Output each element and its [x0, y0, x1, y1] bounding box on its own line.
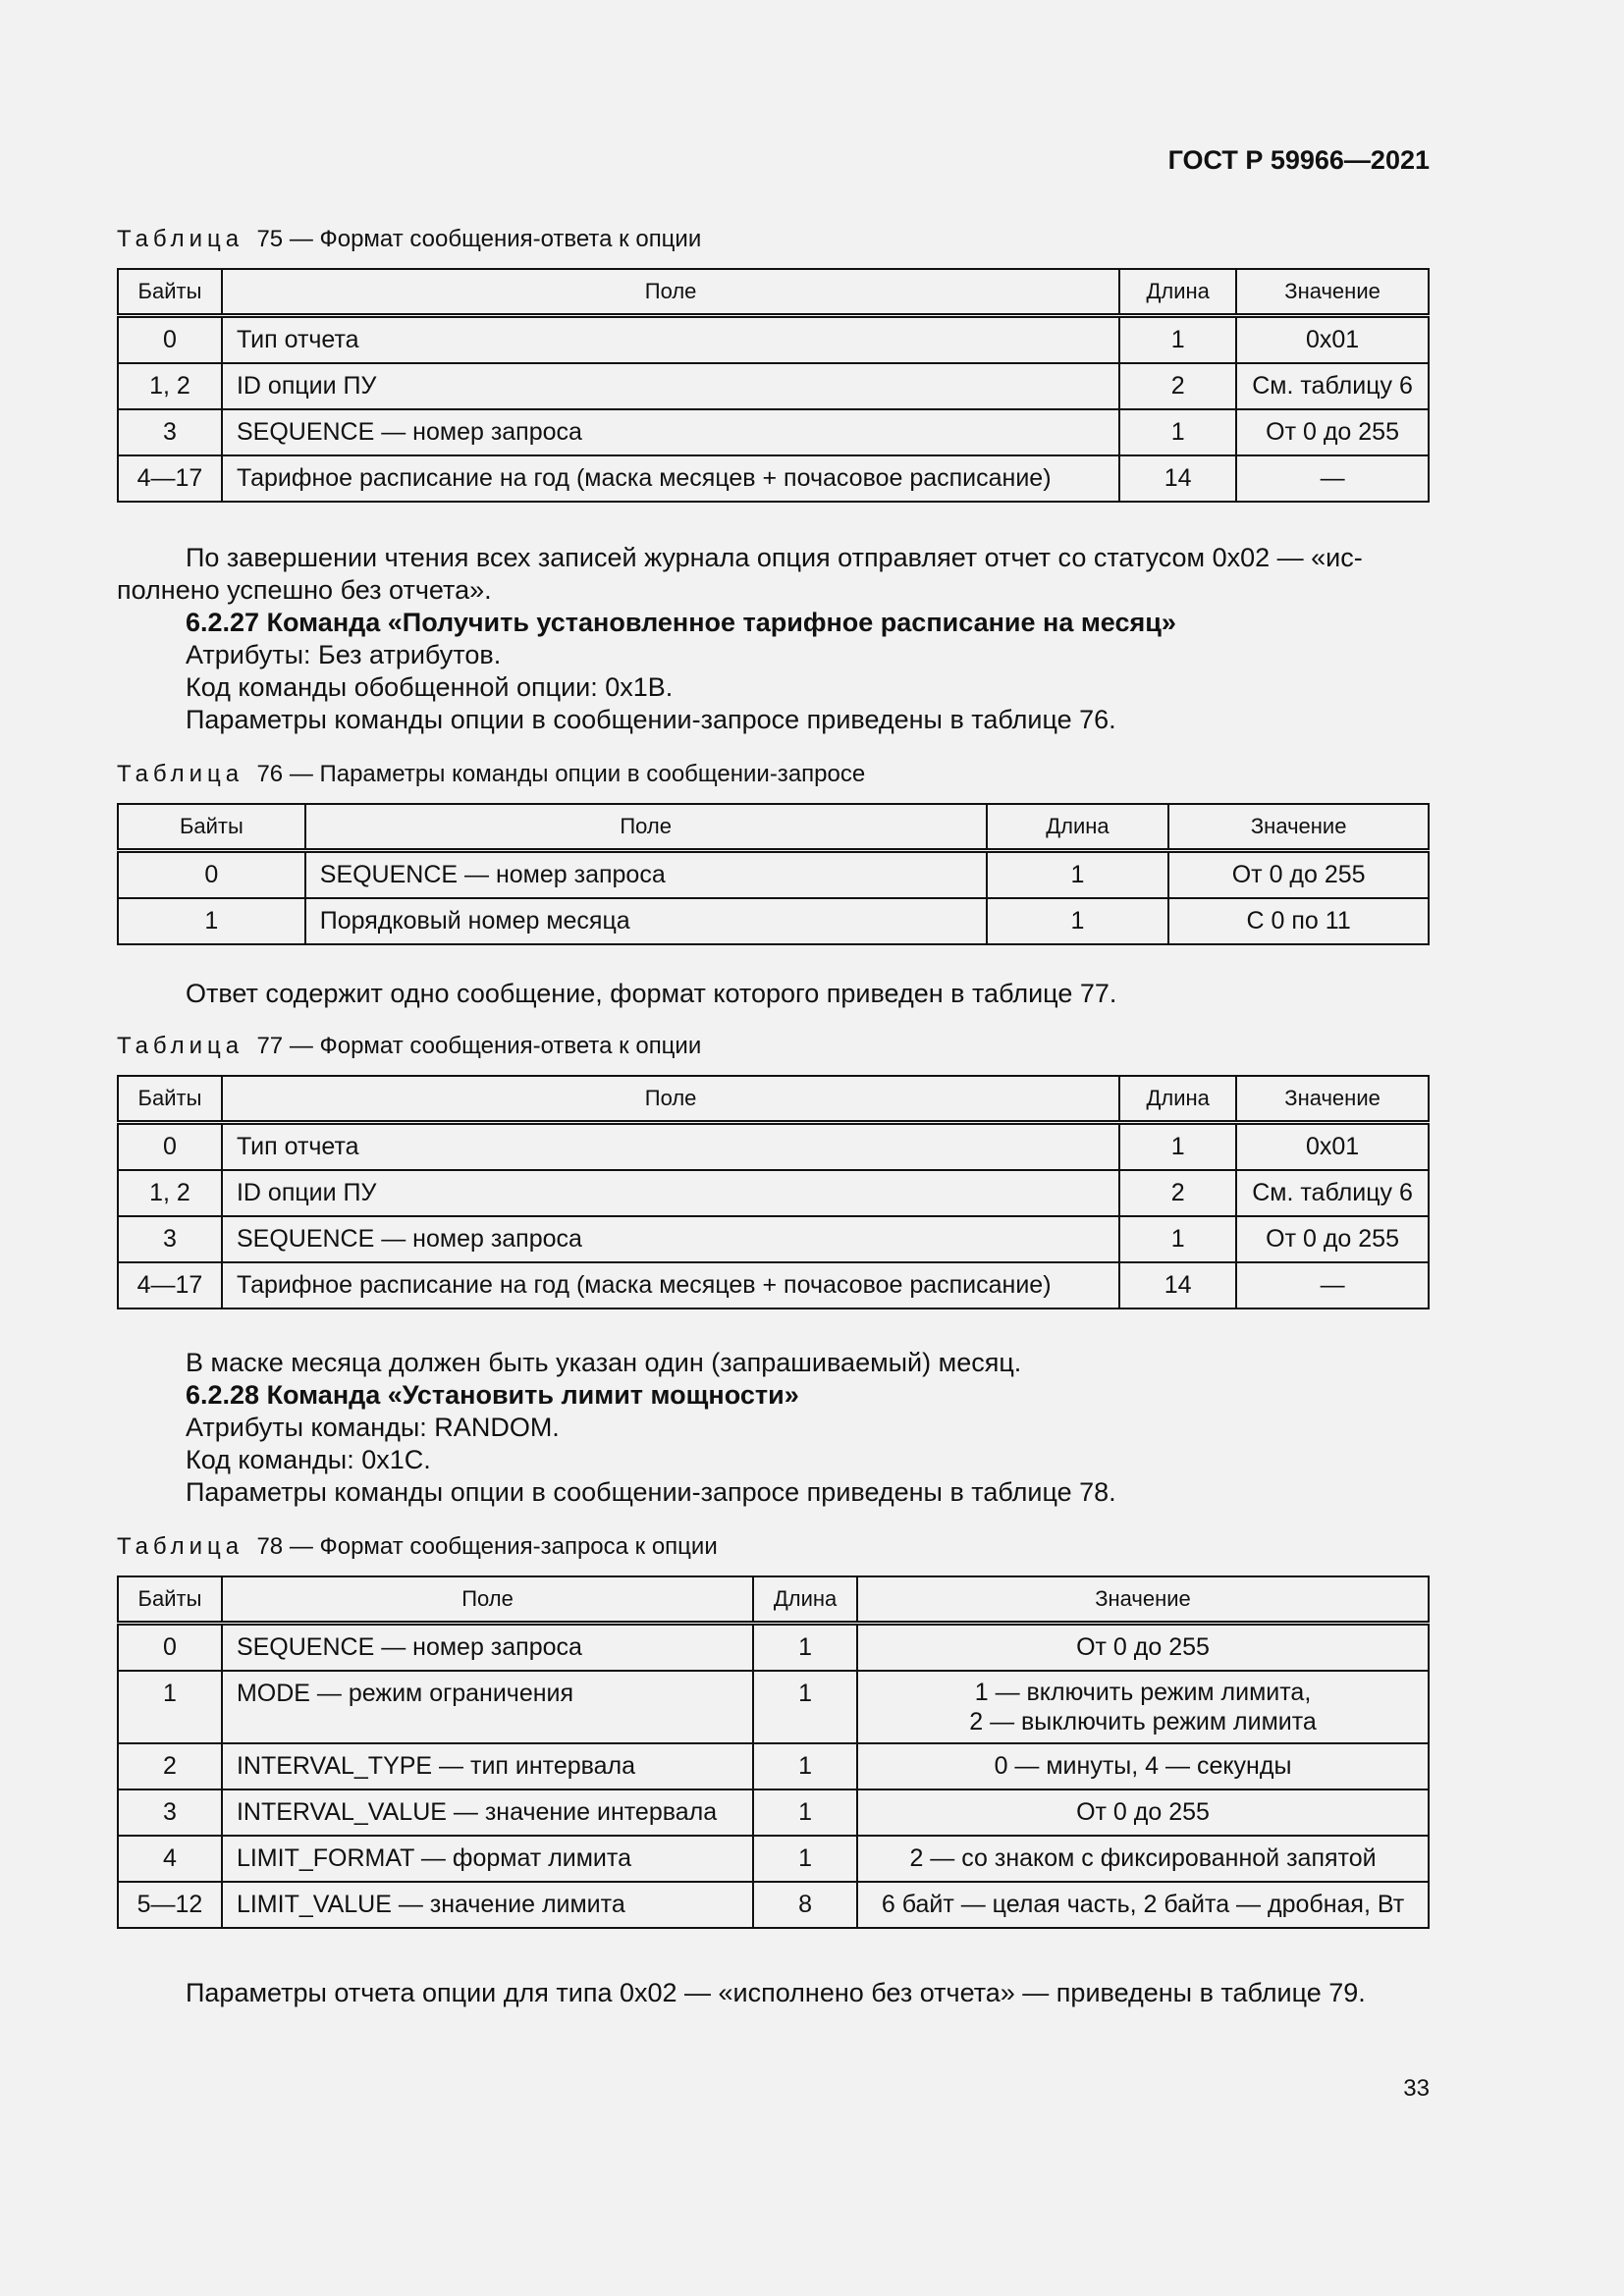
cell-length: 1 — [753, 1789, 857, 1836]
cell-bytes: 1, 2 — [118, 1170, 222, 1216]
cell-value — [857, 1671, 1429, 1743]
table-row — [118, 409, 1429, 455]
paragraph: Параметры команды опции в сообщении-запросе приведены в таблице 76. — [186, 705, 1116, 734]
cell-field: ID опции ПУ — [222, 363, 1119, 409]
cell-length: 1 — [753, 1836, 857, 1882]
cell-bytes: 3 — [118, 1789, 222, 1836]
cell-length: 1 — [987, 898, 1169, 944]
cell-value: См. таблицу 6 — [1236, 363, 1429, 409]
table77 — [117, 1075, 1430, 1309]
cell-field: SEQUENCE — номер запроса — [222, 1624, 753, 1672]
cell-value-line: 2 — выключить режим лимита — [969, 1708, 1317, 1735]
paragraph: По завершении чтения всех записей журнала опция отправляет отчет со статусом 0x02 — «исполнено успешно без отчета». — [117, 543, 1363, 605]
cell-length: 1 — [1119, 1216, 1236, 1262]
cell-length: 2 — [1119, 363, 1236, 409]
table77-caption — [117, 1033, 701, 1060]
section-report-text — [117, 1977, 1430, 2009]
cell-value: 0x01 — [1236, 316, 1429, 364]
cell-value: 0x01 — [1236, 1123, 1429, 1171]
cell-field: LIMIT_FORMAT — формат лимита — [222, 1836, 753, 1882]
cell-bytes: 0 — [118, 316, 222, 364]
cell-bytes: 3 — [118, 409, 222, 455]
table76-caption — [117, 761, 865, 788]
table75-caption — [117, 226, 701, 253]
cell-value: От 0 до 255 — [857, 1624, 1429, 1672]
cell-bytes: 4 — [118, 1836, 222, 1882]
table78-header-value: Значение — [857, 1576, 1429, 1624]
cell-bytes: 5—12 — [118, 1882, 222, 1928]
table-row — [118, 1262, 1429, 1308]
cell-value: 0 — минуты, 4 — секунды — [857, 1743, 1429, 1789]
table-row — [118, 1624, 1429, 1672]
table78-header-field: Поле — [222, 1576, 753, 1624]
cell-bytes: 0 — [118, 1624, 222, 1672]
cell-length: 1 — [1119, 316, 1236, 364]
table75-header-value: Значение — [1236, 269, 1429, 316]
table76 — [117, 803, 1430, 945]
table-row — [118, 1789, 1429, 1836]
cell-length: 2 — [1119, 1170, 1236, 1216]
cell-bytes: 4—17 — [118, 1262, 222, 1308]
cell-value: 6 байт — целая часть, 2 байта — дробная, Вт — [857, 1882, 1429, 1928]
paragraph: Параметры отчета опции для типа 0x02 — «исполнено без отчета» — приведены в таблице 79. — [186, 1978, 1366, 2007]
cell-value: От 0 до 255 — [1236, 409, 1429, 455]
section-6-2-28-text — [117, 1347, 1430, 1509]
cell-field: INTERVAL_TYPE — тип интервала — [222, 1743, 753, 1789]
cell-value: От 0 до 255 — [1236, 1216, 1429, 1262]
cell-field: SEQUENCE — номер запроса — [222, 1216, 1119, 1262]
table78-header-length: Длина — [753, 1576, 857, 1624]
cell-value: — — [1236, 455, 1429, 502]
section-response-text — [117, 978, 1430, 1010]
cell-value: — — [1236, 1262, 1429, 1308]
cell-bytes: 1 — [118, 1671, 222, 1743]
cell-field: SEQUENCE — номер запроса — [305, 851, 987, 899]
cell-length: 1 — [753, 1743, 857, 1789]
paragraph: Атрибуты: Без атрибутов. — [186, 640, 502, 669]
cell-value: См. таблицу 6 — [1236, 1170, 1429, 1216]
cell-field: INTERVAL_VALUE — значение интервала — [222, 1789, 753, 1836]
cell-bytes: 4—17 — [118, 455, 222, 502]
cell-field: ID опции ПУ — [222, 1170, 1119, 1216]
paragraph: Параметры команды опции в сообщении-запросе приведены в таблице 78. — [186, 1477, 1116, 1507]
table-row — [118, 455, 1429, 502]
table-row — [118, 1882, 1429, 1928]
cell-length: 1 — [1119, 409, 1236, 455]
table77-caption-text: 77 — Формат сообщения-ответа к опции — [256, 1033, 702, 1059]
table77-caption-word: Таблица — [117, 1033, 244, 1059]
table75 — [117, 268, 1430, 503]
table76-header-field: Поле — [305, 804, 987, 851]
paragraph: Атрибуты команды: RANDOM. — [186, 1413, 560, 1442]
cell-field: LIMIT_VALUE — значение лимита — [222, 1882, 753, 1928]
table75-header-length: Длина — [1119, 269, 1236, 316]
table76-header-value: Значение — [1168, 804, 1429, 851]
paragraph: Код команды: 0x1C. — [186, 1445, 431, 1474]
cell-bytes: 0 — [118, 1123, 222, 1171]
cell-value: С 0 по 11 — [1168, 898, 1429, 944]
table76-header-bytes: Байты — [118, 804, 305, 851]
table77-header-bytes: Байты — [118, 1076, 222, 1123]
section-heading: 6.2.27 Команда «Получить установленное тарифное расписание на месяц» — [186, 608, 1176, 637]
table-row — [118, 1170, 1429, 1216]
table-row — [118, 898, 1429, 944]
table76-caption-text: 76 — Параметры команды опции в сообщении-запросе — [256, 761, 866, 787]
cell-field: Тип отчета — [222, 316, 1119, 364]
table78 — [117, 1575, 1430, 1929]
cell-field: MODE — режим ограничения — [222, 1671, 753, 1743]
table-row — [118, 851, 1429, 899]
cell-field: Тарифное расписание на год (маска месяцев + почасовое расписание) — [222, 1262, 1119, 1308]
cell-field: SEQUENCE — номер запроса — [222, 409, 1119, 455]
table-row — [118, 363, 1429, 409]
section-6-2-27-text — [117, 542, 1430, 736]
cell-bytes: 1, 2 — [118, 363, 222, 409]
cell-length: 14 — [1119, 455, 1236, 502]
table78-caption-word: Таблица — [117, 1533, 244, 1560]
table75-caption-word: Таблица — [117, 226, 244, 252]
paragraph: В маске месяца должен быть указан один (запрашиваемый) месяц. — [186, 1348, 1022, 1377]
table75-caption-text: 75 — Формат сообщения-ответа к опции — [256, 226, 702, 252]
paragraph: Код команды обобщенной опции: 0x1B. — [186, 672, 674, 702]
cell-value-line: 1 — включить режим лимита, — [974, 1679, 1312, 1706]
cell-field: Тип отчета — [222, 1123, 1119, 1171]
cell-length: 1 — [753, 1624, 857, 1672]
cell-length: 8 — [753, 1882, 857, 1928]
table-row — [118, 1671, 1429, 1743]
table77-header-field: Поле — [222, 1076, 1119, 1123]
cell-bytes: 2 — [118, 1743, 222, 1789]
cell-bytes: 1 — [118, 898, 305, 944]
paragraph: Ответ содержит одно сообщение, формат которого приведен в таблице 77. — [186, 979, 1117, 1008]
cell-length: 14 — [1119, 1262, 1236, 1308]
table-row — [118, 1123, 1429, 1171]
table76-caption-word: Таблица — [117, 761, 244, 787]
cell-bytes: 0 — [118, 851, 305, 899]
cell-field: Порядковый номер месяца — [305, 898, 987, 944]
cell-length: 1 — [1119, 1123, 1236, 1171]
cell-value: От 0 до 255 — [1168, 851, 1429, 899]
cell-length: 1 — [753, 1671, 857, 1743]
table-row — [118, 316, 1429, 364]
table-row — [118, 1743, 1429, 1789]
table78-caption-text: 78 — Формат сообщения-запроса к опции — [256, 1533, 718, 1560]
table78-header-bytes: Байты — [118, 1576, 222, 1624]
table-row — [118, 1216, 1429, 1262]
table78-caption — [117, 1533, 718, 1561]
table77-header-length: Длина — [1119, 1076, 1236, 1123]
cell-bytes: 3 — [118, 1216, 222, 1262]
standard-header: ГОСТ Р 59966—2021 — [1167, 145, 1430, 175]
table76-header-length: Длина — [987, 804, 1169, 851]
cell-value: От 0 до 255 — [857, 1789, 1429, 1836]
page-number: 33 — [1403, 2075, 1430, 2102]
cell-length: 1 — [987, 851, 1169, 899]
section-heading: 6.2.28 Команда «Установить лимит мощности» — [186, 1380, 799, 1410]
table75-header-bytes: Байты — [118, 269, 222, 316]
table-row — [118, 1836, 1429, 1882]
cell-value: 2 — со знаком с фиксированной запятой — [857, 1836, 1429, 1882]
cell-field: Тарифное расписание на год (маска месяцев + почасовое расписание) — [222, 455, 1119, 502]
table77-header-value: Значение — [1236, 1076, 1429, 1123]
table75-header-field: Поле — [222, 269, 1119, 316]
